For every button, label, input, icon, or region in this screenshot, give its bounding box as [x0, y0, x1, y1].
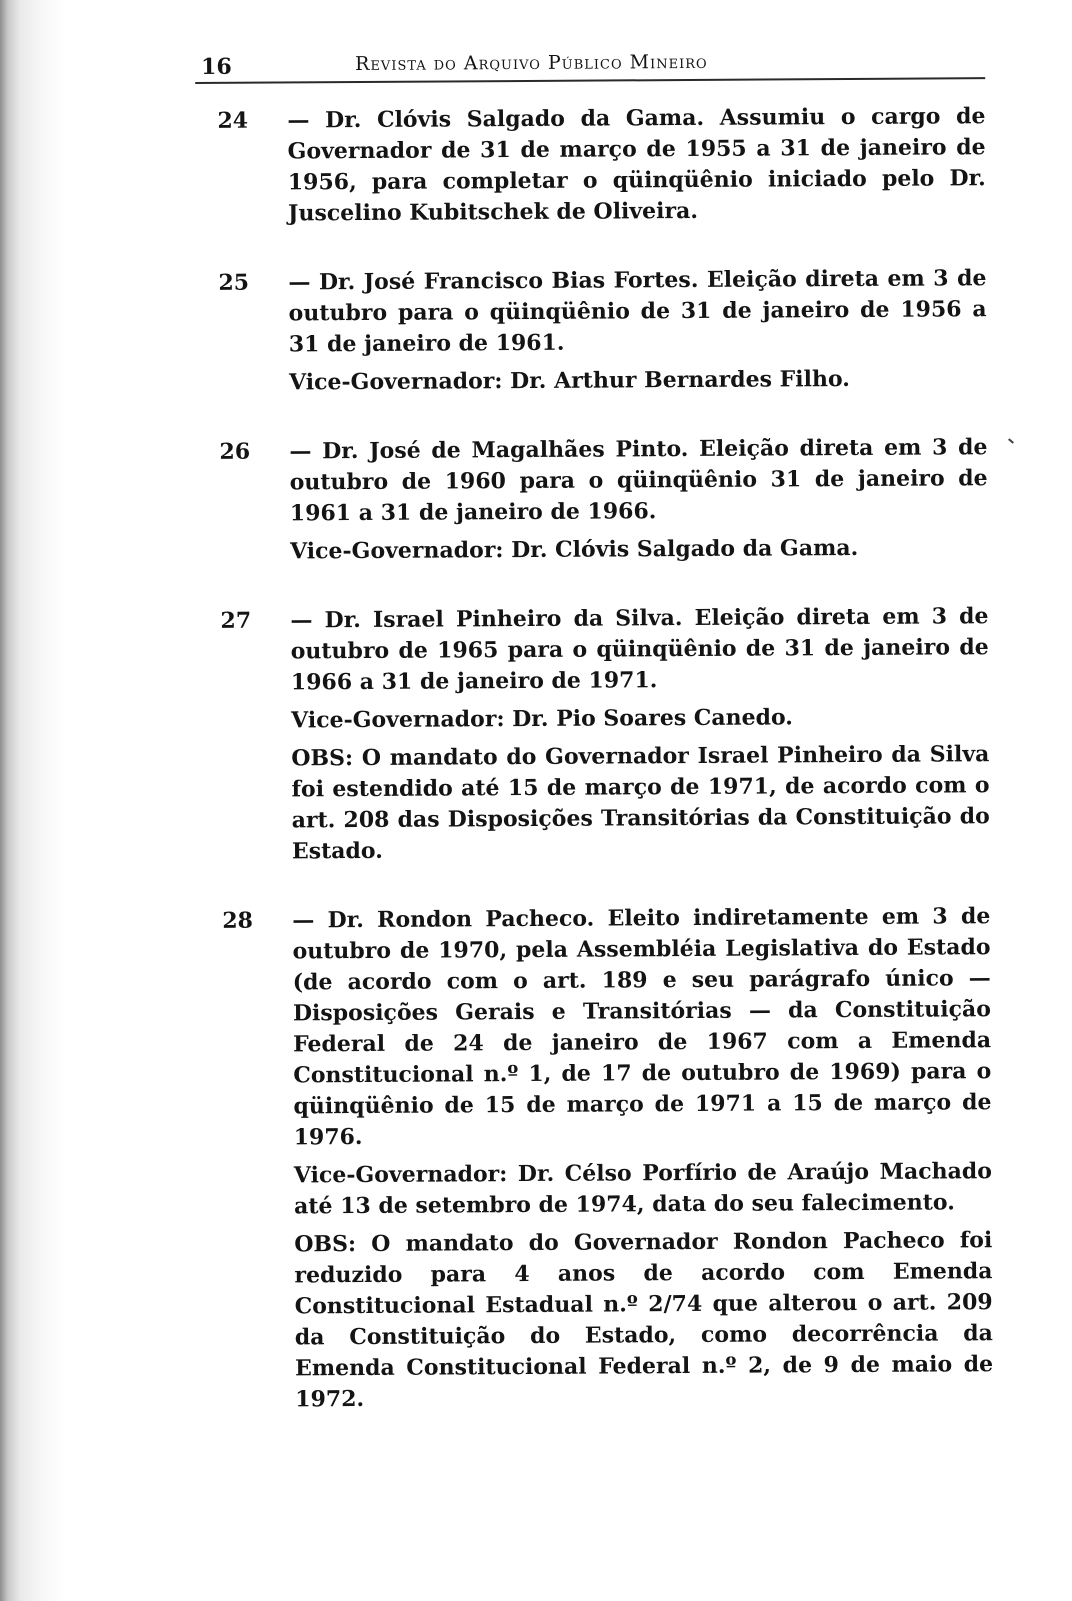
journal-title: Revista do Arquivo Público Mineiro [355, 50, 708, 76]
page-number: 16 [201, 53, 232, 80]
governor-entry-25 [196, 263, 987, 399]
entry-text: — Dr. José de Magalhães Pinto. Eleição direta em 3 de outubro de 1960 para o qüinqüênio 31 de janeiro de 1961 a 31 de janeiro de 1966. [289, 434, 988, 527]
observation-text: OBS: O mandato do Governador Rondon Pacheco foi reduzido para 4 anos de acordo com Emenda Constitucional Estadual n.º 2/74 que alterou o art. 209 da Constituição do Estado, como decorrência da Emenda Constitucional Federal n.º 2, de 9 de maio de 1972. [294, 1227, 994, 1413]
book-page [195, 43, 994, 1454]
page-binding-shadow [0, 0, 64, 1601]
vice-governor-text: Vice-Governador: Dr. Pio Soares Canedo. [291, 704, 793, 734]
entry-text: — Dr. Clóvis Salgado da Gama. Assumiu o cargo de Governador de 31 de março de 1955 a 31 de janeiro de 1956, para completar o qüinqüênio iniciado pelo Dr. Juscelino Kubitschek de Oliveira. [287, 103, 986, 227]
vice-governor-text: Vice-Governador: Dr. Célso Porfírio de Araújo Machado até 13 de setembro de 1974, data do seu falecimento. [293, 1158, 992, 1220]
governor-list [195, 101, 993, 1416]
vice-governor-text: Vice-Governador: Dr. Arthur Bernardes Filho. [288, 366, 850, 396]
entry-number: 26 [219, 438, 251, 465]
governor-entry-27 [198, 601, 990, 868]
entry-text: — Dr. José Francisco Bias Fortes. Eleição direta em 3 de outubro para o qüinqüênio de 31 de janeiro de 1956 a 31 de janeiro de 1961. [288, 265, 987, 358]
entry-number: 24 [217, 107, 249, 134]
entry-number: 27 [220, 607, 252, 634]
vice-governor-text: Vice-Governador: Dr. Clóvis Salgado da Gama. [289, 534, 859, 565]
observation-text: OBS: O mandato do Governador Israel Pinheiro da Silva foi estendido até 15 de março de 1971, de acordo com o art. 208 das Disposições Transitórias da Constituição do Estado. [291, 741, 990, 865]
governor-entry-28 [200, 901, 993, 1416]
entry-text: — Dr. Israel Pinheiro da Silva. Eleição direta em 3 de outubro de 1965 para o qüinqüênio de 31 de janeiro de 1966 a 31 de janeiro de 1971. [290, 603, 989, 696]
running-header [195, 43, 985, 84]
entry-number: 25 [218, 269, 250, 296]
entry-text: — Dr. Rondon Pacheco. Eleito indiretamente em 3 de outubro de 1970, pela Assembléia Legislativa do Estado (de acordo com o art. 189 e seu parágrafo único — Disposições Gerais e Transitórias — da Constituição Federal de 24 de janeiro de 1967 com a Emenda Constitucional n.º 1, de 17 de outubro de 1969) para o qüinqüênio de 15 de março de 1971 a 15 de março de 1976. [292, 903, 992, 1151]
scan-speck [1008, 438, 1014, 443]
entry-number: 28 [222, 907, 254, 934]
governor-entry-24 [195, 101, 986, 230]
governor-entry-26 [197, 432, 988, 568]
